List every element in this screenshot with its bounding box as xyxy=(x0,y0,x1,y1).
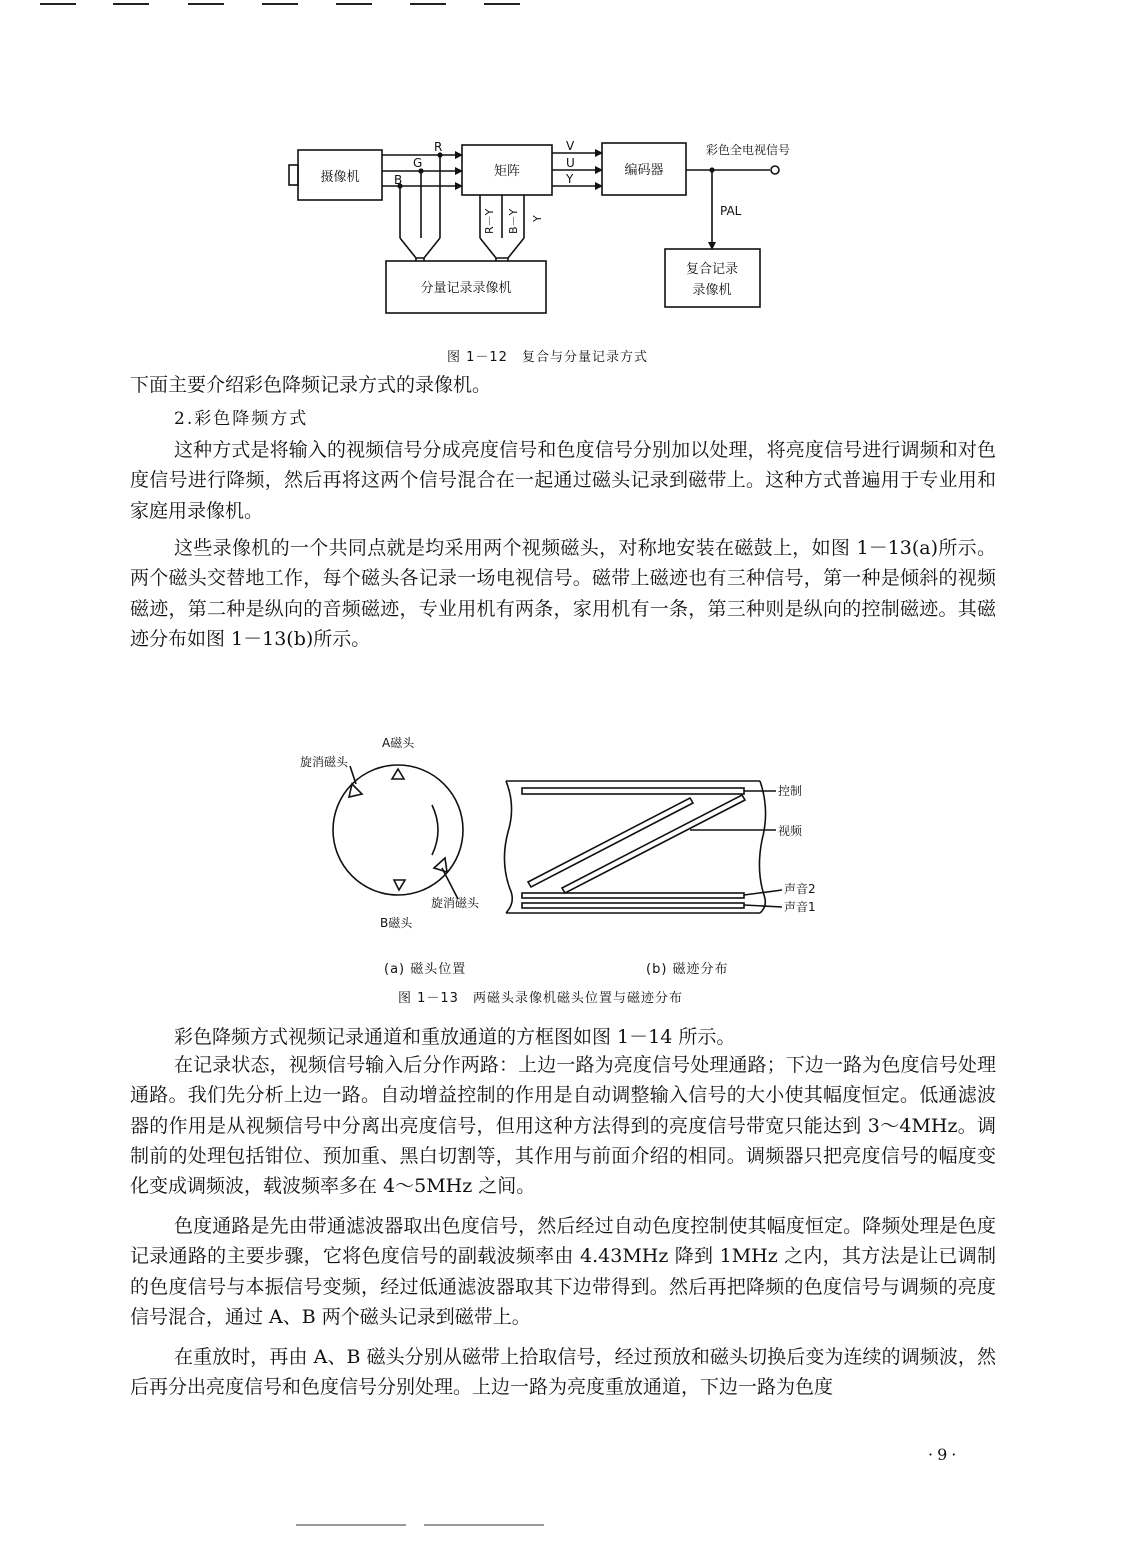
signal-r: R xyxy=(434,140,443,154)
control-track-label: 控制 xyxy=(778,784,803,798)
erase-head-top-marker xyxy=(349,784,362,797)
head-b-label: B磁头 xyxy=(380,916,413,930)
signal-g: G xyxy=(413,156,423,170)
signal-y-component: Y xyxy=(531,215,544,222)
video-track-label: 视频 xyxy=(778,824,803,838)
head-b-marker xyxy=(394,880,405,890)
paragraph-3: 彩色降频方式视频记录通道和重放通道的方框图如图 1－14 所示。 xyxy=(174,1026,736,1048)
audio-track-2 xyxy=(522,893,744,898)
pal-label: PAL xyxy=(720,204,742,218)
paragraph-6: 在重放时，再由 A、B 磁头分别从磁带上拾取信号，经过预放和磁头切换后变为连续的调频波，然后再分出亮度信号和色度信号分别处理。上边一路为亮度重放通道，下边一路为色度 xyxy=(130,1346,996,1399)
figure-1-13b-subcaption: (b) 磁迹分布 xyxy=(646,962,729,977)
figure-1-13a-subcaption: (a) 磁头位置 xyxy=(384,962,467,977)
output-signal-label: 彩色全电视信号 xyxy=(706,143,791,157)
signal-b: B xyxy=(394,173,403,187)
audio-track-2-label: 声音2 xyxy=(784,882,816,896)
scan-artifact xyxy=(424,1524,544,1526)
figure-1-13-caption: 图 1－13 两磁头录像机磁头位置与磁迹分布 xyxy=(398,991,683,1006)
head-a-marker xyxy=(392,769,404,779)
control-track xyxy=(522,788,744,794)
signal-b-minus-y: B－Y xyxy=(507,208,520,234)
signal-y: Y xyxy=(566,172,574,186)
signal-u: U xyxy=(566,156,575,170)
head-a-label: A磁头 xyxy=(382,736,415,750)
page-number: ·9· xyxy=(928,1445,961,1464)
camera-label: 摄像机 xyxy=(320,170,360,185)
video-track-1 xyxy=(528,798,693,887)
erase-head-top-label: 旋消磁头 xyxy=(300,755,349,769)
audio-track-1-label: 声音1 xyxy=(784,900,816,914)
encoder-label: 编码器 xyxy=(624,163,664,178)
signal-r-minus-y: R－Y xyxy=(483,208,496,234)
erase-head-bottom-label: 旋消磁头 xyxy=(431,896,480,910)
paragraph-5: 色度通路是先由带通滤波器取出色度信号，然后经过自动色度控制使其幅度恒定。降频处理是色度记录通路的主要步骤，它将色度信号的副载波频率由 4.43MHz 降到 1MHz 之内，其方法是让已调制的色度信号与本振信号变频，经过低通滤波器取其下边带得到。然后再把降频的色度信号与调频的亮度信号混合，通过 A、B 两个磁头记录到磁带上。 xyxy=(130,1215,996,1328)
matrix-label: 矩阵 xyxy=(493,164,521,179)
signal-v: V xyxy=(566,139,575,153)
audio-track-1 xyxy=(522,903,744,908)
component-recorder-label: 分量记录录像机 xyxy=(420,281,512,296)
intro-line: 下面主要介绍彩色降频记录方式的录像机。 xyxy=(130,374,492,396)
erase-head-bottom-marker xyxy=(434,858,447,872)
composite-recorder-label-1: 复合记录 xyxy=(685,262,739,277)
rotation-arrow xyxy=(432,805,438,855)
paragraph-2: 这些录像机的一个共同点就是均采用两个视频磁头，对称地安装在磁鼓上，如图 1－13(a)所示。两个磁头交替地工作，每个磁头各记录一场电视信号。磁带上磁迹也有三种信号，第一种是倾斜的视频磁迹，第二种是纵向的音频磁迹，专业用机有两条，家用机有一条，第三种则是纵向的控制磁迹。其磁迹分布如图 1－13(b)所示。 xyxy=(130,537,996,650)
paragraph-1: 这种方式是将输入的视频信号分成亮度信号和色度信号分别加以处理，将亮度信号进行调频和对色度信号进行降频，然后再将这两个信号混合在一起通过磁头记录到磁带上。这种方式普遍用于专业用和家庭用录像机。 xyxy=(130,439,996,522)
composite-recorder-label-2: 录像机 xyxy=(692,283,732,298)
section-heading: 2.彩色降频方式 xyxy=(174,409,309,429)
scan-artifact xyxy=(296,1524,406,1526)
paragraph-4: 在记录状态，视频信号输入后分作两路：上边一路为亮度信号处理通路；下边一路为色度信号处理通路。我们先分析上边一路。自动增益控制的作用是自动调整输入信号的大小使其幅度恒定。低通滤波器的作用是从视频信号中分离出亮度信号，但用这种方法得到的亮度信号带宽只能达到 3～4MHz。调制前的处理包括钳位、预加重、黑白切割等，其作用与前面介绍的相同。调频器只把亮度信号的幅度变化变成调频波，载波频率多在 4～5MHz 之间。 xyxy=(130,1054,996,1198)
figure-1-12-caption: 图 1－12 复合与分量记录方式 xyxy=(447,350,648,365)
video-track-2 xyxy=(562,795,745,893)
